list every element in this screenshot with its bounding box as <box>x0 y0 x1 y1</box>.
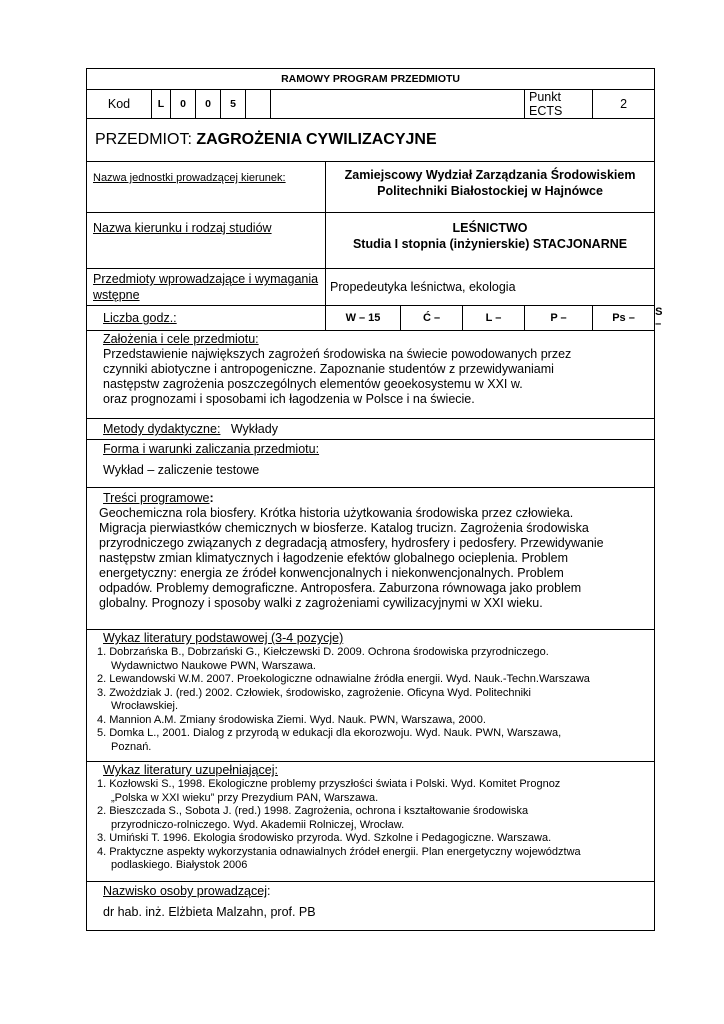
basic-lit-4 <box>97 714 652 728</box>
program-table: RAMOWY PROGRAM PRZEDMIOTU Kod L 0 0 5 Punkt ECTS 2 PRZEDMIOT: ZAGROŻENIA CYWILIZACYJNE Nazwa jednostki prowadzącej kierunek: Zamiejscowy Wydział Zarządzania Środowiskiem Politechniki Białostockiej w Hajnówce Nazwa kierunku i rodzaj studiów LEŚNICTWO Studia I stopnia (inżynierskie) STACJONARNE Przedmioty wprowadzające i wymagania wstępne Propedeutyka leśnictwa, ekologia Liczba godz.: W – 15 Ć – L – P – Ps – S – Założenia i cele przedmiotu: Przedstawienie największych zagrożeń środowiska na świecie powodowanych przez czynniki abiotyczne i antropogeniczne. Zapoznanie studentów z przewidywaniami następstw zagrożenia poszczególnych elementów geoekosystemu w XXI w. oraz prognozami i sposobami ich łagodzenia w Polsce i na świecie. Metody dydaktyczne: Wykłady Forma i warunki zaliczania przedmiotu: Wykład – zaliczenie testowe Treści programowe: Geochemiczna rola biosfery. Krótka historia użytkowania środowiska przez człowieka. Migracja pierwiastków chemicznych w biosferze. Katalog trucizn. Zagrożenia środowiska przyrodniczego związanych z degradacją atmosfery, hydrosfery i pedosfery. Przewidywanie następstw zmian klimatycznych i łagodzenie efektów globalnego ocieplenia. Problem energetyczny: energia ze źródeł konwencjonalnych i niekonwencjonalnych. Problem odpadów. Problemy demograficzne. Antroposfera. Zaburzona równowaga jako problem globalny. Prognozy i sposoby walki z zagrożeniami cywilizacyjnymi w XXI wieku. Wykaz literatury podstawowej (3-4 pozycje) 1. Dobrzańska B., Dobrzański G., Kiełczewski D. 2009. Ochrona środowiska przyrodniczego. Wydawnictwo Naukowe PWN, Warszawa. 2. Lewandowski W.M. 2007. Proekologiczne odnawialne źródła energii. Wyd. Nauk.-Techn.Warszawa 3. Zwożdziak J. (red.) 2002. Człowiek, środowisko, zagrożenie. Oficyna Wyd. Politechniki Wrocławskiej. 4. Mannion A.M. Zmiany środowiska Ziemi. Wyd. Nauk. PWN, Warszawa, 2000. 5. Domka L., 2001. Dialog z przyrodą w edukacji dla ekorozwoju. Wyd. Nauk. PWN, Warszawa, Poznań. Wykaz literatury uzupełniającej: 1. Kozłowski S., 1998. Ekologiczne problemy przyszłości świata i Polski. Wyd. Komitet Prognoz „Polska w XXI wieku” przy Prezydium PAN, Warszawa. 2. Bieszczada S., Sobota J. (red.) 1998. Zagrożenia, ochrona i kształtowanie środowiska przyrodniczo-rolniczego. Wyd. Akademii Rolniczej, Wrocław. 3. Umiński T. 1996. Ekologia środowisko przyroda. Wyd. Szkolne i Pedagogiczne. Warszawa. 4. Praktyczne aspekty wykorzystania odnawialnych źródeł energii. Plan energetyczny województwa podlaskiego. Białystok 2006 Nazwisko osoby prowadzącej: dr hab. inż. Elżbieta Malzahn, prof. PB <box>86 68 655 931</box>
hours-label-cell <box>87 306 326 331</box>
extra-lit-1 <box>97 778 652 805</box>
goals-line-2: czynniki abiotyczne i antropogeniczne. Zapoznanie studentów z przewidywaniami <box>103 362 554 376</box>
subject-prefix: PRZEDMIOT: <box>95 131 197 148</box>
teacher-name: dr hab. inż. Elżbieta Malzahn, prof. PB <box>103 905 316 919</box>
hours-exercises: Ć – <box>401 306 463 331</box>
basic-lit-4-line-1: 4. Mannion A.M. Zmiany środowiska Ziemi. Wyd. Nauk. PWN, Warszawa, 2000. <box>97 713 486 726</box>
hours-lecture: W – 15 <box>326 306 401 331</box>
basic-literature-label: Wykaz literatury podstawowej (3-4 pozycje) <box>103 631 344 645</box>
document-title: RAMOWY PROGRAM PRZEDMIOTU <box>87 69 655 90</box>
code-spacer <box>271 90 525 119</box>
basic-lit-1-line-1: 1. Dobrzańska B., Dobrzański G., Kiełczewski D. 2009. Ochrona środowiska przyrodniczego. <box>97 646 549 658</box>
subject-title <box>87 119 655 162</box>
extra-lit-1-line-1: 1. Kozłowski S., 1998. Ekologiczne problemy przyszłości świata i Polski. Wyd. Komitet Prognoz <box>97 778 561 790</box>
content-line-3: przyrodniczego związanych z degradacją atmosfery, hydrosfery i pedosfery. Przewidywanie <box>99 536 604 550</box>
extra-lit-2-line-2: przyrodniczo-rolniczego. Wyd. Akademii Rolniczej, Wrocław. <box>111 818 405 831</box>
basic-lit-3-line-2: Wrocławskiej. <box>111 700 179 712</box>
extra-lit-4-line-1: 4. Praktyczne aspekty wykorzystania odnawialnych źródeł energii. Plan energetyczny województwa <box>97 845 581 858</box>
extra-lit-2-line-1: 2. Bieszczada S., Sobota J. (red.) 1998. Zagrożenia, ochrona i kształtowanie środowiska <box>97 805 529 817</box>
prereq-label-cell <box>87 269 326 306</box>
ects-label: Punkt ECTS <box>525 90 593 119</box>
field-value-cell <box>326 213 655 269</box>
field-label: Nazwa kierunku i rodzaj studiów <box>93 221 272 235</box>
content-section <box>87 488 655 630</box>
basic-lit-3 <box>97 687 652 714</box>
unit-line-2: Politechniki Białostockiej w Hajnówce <box>377 184 603 198</box>
content-line-2: Migracja pierwiastków chemicznych w biosferze. Katalog trucizn. Zagrożenia środowiska <box>99 521 589 535</box>
unit-label: Nazwa jednostki prowadzącej kierunek: <box>93 172 286 184</box>
goals-section <box>87 331 655 419</box>
extra-lit-4-line-2: podlaskiego. Białystok 2006 <box>111 859 248 871</box>
extra-lit-3 <box>97 832 652 846</box>
ects-value: 2 <box>593 90 655 119</box>
content-label: Treści programowe <box>103 491 210 505</box>
basic-lit-5-line-2: Poznań. <box>111 740 152 753</box>
unit-line-1: Zamiejscowy Wydział Zarządzania Środowiskiem <box>344 168 636 182</box>
goals-line-3: następstw zagrożenia poszczególnych elementów geoekosystemu w XXI w. <box>103 377 523 391</box>
basic-lit-1 <box>97 646 652 673</box>
prereq-value: Propedeutyka leśnictwa, ekologia <box>326 269 655 306</box>
hours-lab: L – <box>463 306 525 331</box>
program-document <box>86 68 663 931</box>
extra-lit-4 <box>97 846 652 873</box>
extra-lit-3-line-1: 3. Umiński T. 1996. Ekologia środowisko przyroda. Wyd. Szkolne i Pedagogiczne. Warszawa. <box>97 832 552 844</box>
extra-lit-1-line-2: „Polska w XXI wieku” przy Prezydium PAN, Warszawa. <box>111 791 379 804</box>
subject-name: ZAGROŻENIA CYWILIZACYJNE <box>196 131 437 148</box>
code-label: Kod <box>87 90 152 119</box>
field-line-1: LEŚNICTWO <box>452 221 528 235</box>
hours-seminar-ps: Ps – <box>593 306 655 331</box>
hours-project: P – <box>525 306 593 331</box>
code-digit-3: 0 <box>196 90 221 119</box>
basic-lit-5 <box>97 727 652 754</box>
extra-literature-label: Wykaz literatury uzupełniającej: <box>103 763 278 777</box>
content-line-7: globalny. Prognozy i sposoby walki z zagrożeniami cywilizacyjnymi w XXI wieku. <box>99 596 543 610</box>
basic-lit-5-line-1: 5. Domka L., 2001. Dialog z przyrodą w edukacji dla ekorozwoju. Wyd. Nauk. PWN, Warszawa, <box>97 727 562 739</box>
code-digit-1: L <box>152 90 171 119</box>
methods-label: Metody dydaktyczne: <box>103 422 221 436</box>
teacher-section <box>87 882 655 931</box>
goals-line-1: Przedstawienie największych zagrożeń środowiska na świecie powodowanych przez <box>103 347 572 361</box>
assessment-section <box>87 440 655 488</box>
methods-value: Wykłady <box>230 422 278 436</box>
extra-literature-section <box>87 762 655 882</box>
unit-value-cell <box>326 162 655 213</box>
hours-label: Liczba godz.: <box>103 311 177 325</box>
teacher-colon: : <box>266 884 271 898</box>
content-line-6: odpadów. Problemy demograficzne. Antroposfera. Zaburzona równowaga jako problem <box>99 581 582 595</box>
methods-section <box>87 419 655 440</box>
code-digit-5 <box>246 90 271 119</box>
field-label-cell <box>87 213 326 269</box>
code-digit-4: 5 <box>221 90 246 119</box>
basic-lit-1-line-2: Wydawnictwo Naukowe PWN, Warszawa. <box>111 659 316 672</box>
goals-label: Założenia i cele przedmiotu: <box>103 332 259 346</box>
goals-line-4: oraz prognozami i sposobami ich łagodzenia w Polsce i na świecie. <box>103 392 475 406</box>
prereq-label: Przedmioty wprowadzające i wymagania wstępne <box>93 272 319 302</box>
teacher-label: Nazwisko osoby prowadzącej <box>103 884 267 898</box>
basic-lit-3-line-1: 3. Zwożdziak J. (red.) 2002. Człowiek, środowisko, zagrożenie. Oficyna Wyd. Politechniki <box>97 686 531 699</box>
assessment-value: Wykład – zaliczenie testowe <box>103 463 260 477</box>
extra-lit-2 <box>97 805 652 832</box>
field-line-2: Studia I stopnia (inżynierskie) STACJONARNE <box>352 237 628 251</box>
content-colon: : <box>209 491 214 505</box>
content-line-4: następstw zmian klimatycznych i łagodzenie efektów globalnego ocieplenia. Problem <box>99 551 569 565</box>
assessment-label: Forma i warunki zaliczania przedmiotu: <box>103 442 320 456</box>
code-digit-2: 0 <box>171 90 196 119</box>
content-line-5: energetyczny: energia ze źródeł konwencjonalnych i niekonwencjonalnych. Problem <box>99 566 564 580</box>
content-line-1: Geochemiczna rola biosfery. Krótka historia użytkowania środowiska przez człowieka. <box>99 506 574 520</box>
basic-lit-2 <box>97 673 652 687</box>
basic-literature-section <box>87 630 655 762</box>
unit-label-cell <box>87 162 326 213</box>
basic-lit-2-line-1: 2. Lewandowski W.M. 2007. Proekologiczne odnawialne źródła energii. Wyd. Nauk.-Techn.Warszawa <box>97 673 590 685</box>
